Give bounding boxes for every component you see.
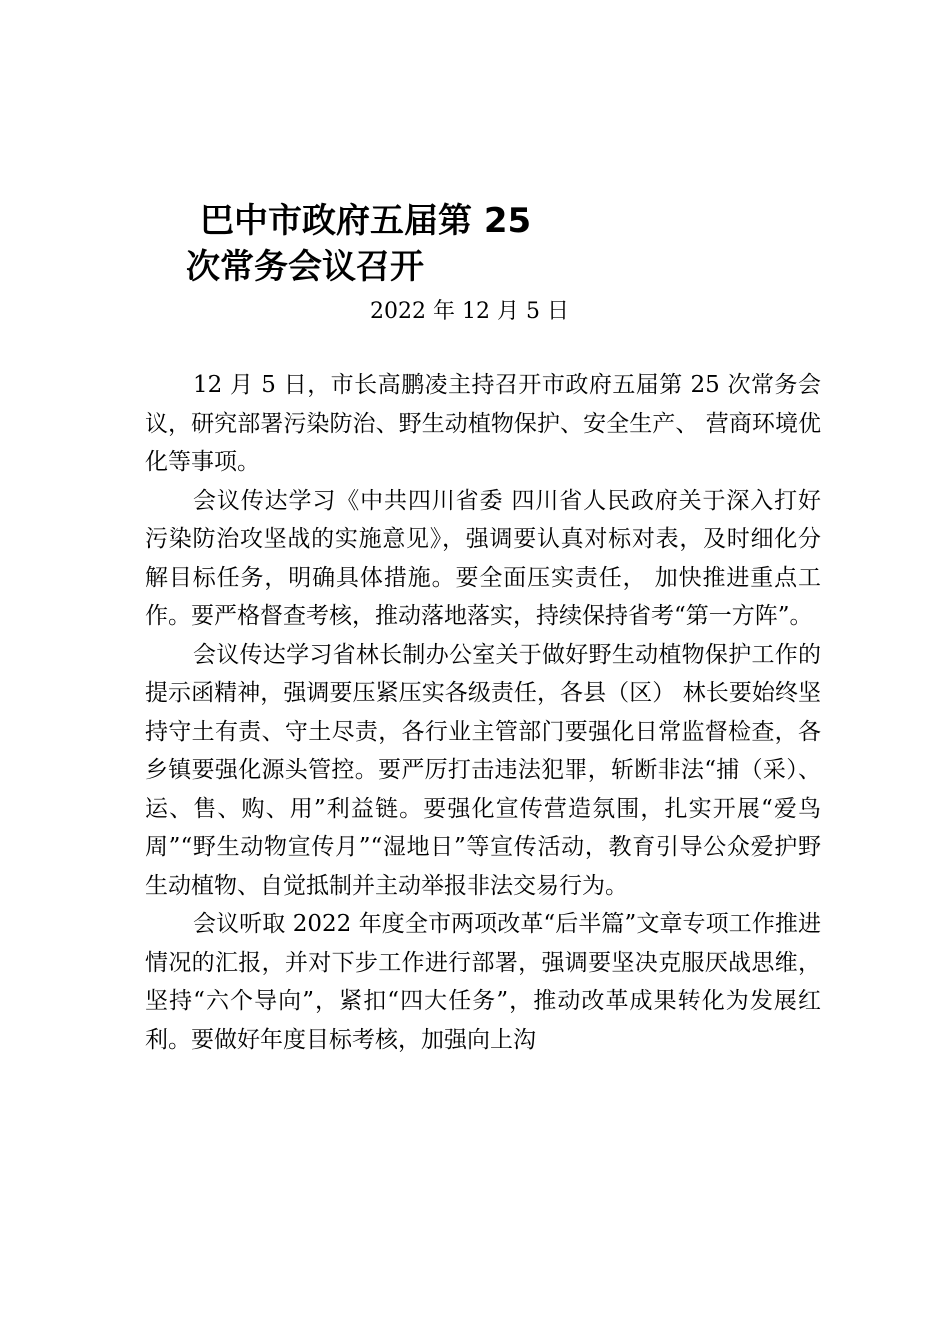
article-date: 2022 年 12 月 5 日	[370, 299, 569, 324]
paragraph-4: 会议听取 2022 年度全市两项改革“后半篇”文章专项工作推进情况的汇报，并对下步工作进行部署，强调要坚决克服厌战思维，坚持“六个导向”，紧扣“四大任务”，推动改革成果转化为发展红利。要做好年度目标考核，加强向上沟	[145, 911, 821, 1053]
article-title-line-2: 次常务会议召开	[186, 247, 424, 287]
paragraph-3: 会议传达学习省林长制办公室关于做好野生动植物保护工作的提示函精神，强调要压紧压实各级责任，各县（区） 林长要始终坚持守土有责、守土尽责，各行业主管部门要强化日常监督检查，各乡镇要强化源头管控。要严厉打击违法犯罪，斩断非法“捕（采）、运、售、购、用”利益链。要强化宣传营造氛围，扎实开展“爱鸟周”“野生动物宣传月”“湿地日”等宣传活动，教育引导公众爱护野生动植物、自觉抵制并主动举报非法交易行为。	[145, 641, 821, 899]
article-body	[145, 366, 821, 1059]
article-title	[186, 198, 606, 290]
article-title-line-1: 巴中市政府五届第 25	[200, 201, 532, 241]
paragraph-2: 会议传达学习《中共四川省委 四川省人民政府关于深入打好污染防治攻坚战的实施意见》，强调要认真对标对表，及时细化分解目标任务，明确具体措施。要全面压实责任， 加快推进重点工作。要严格督查考核，推动落地落实，持续保持省考“第一方阵”。	[145, 487, 821, 629]
paragraph-1: 12 月 5 日，市长高鹏凌主持召开市政府五届第 25 次常务会议，研究部署污染防治、野生动植物保护、安全生产、 营商环境优化等事项。	[145, 372, 821, 475]
